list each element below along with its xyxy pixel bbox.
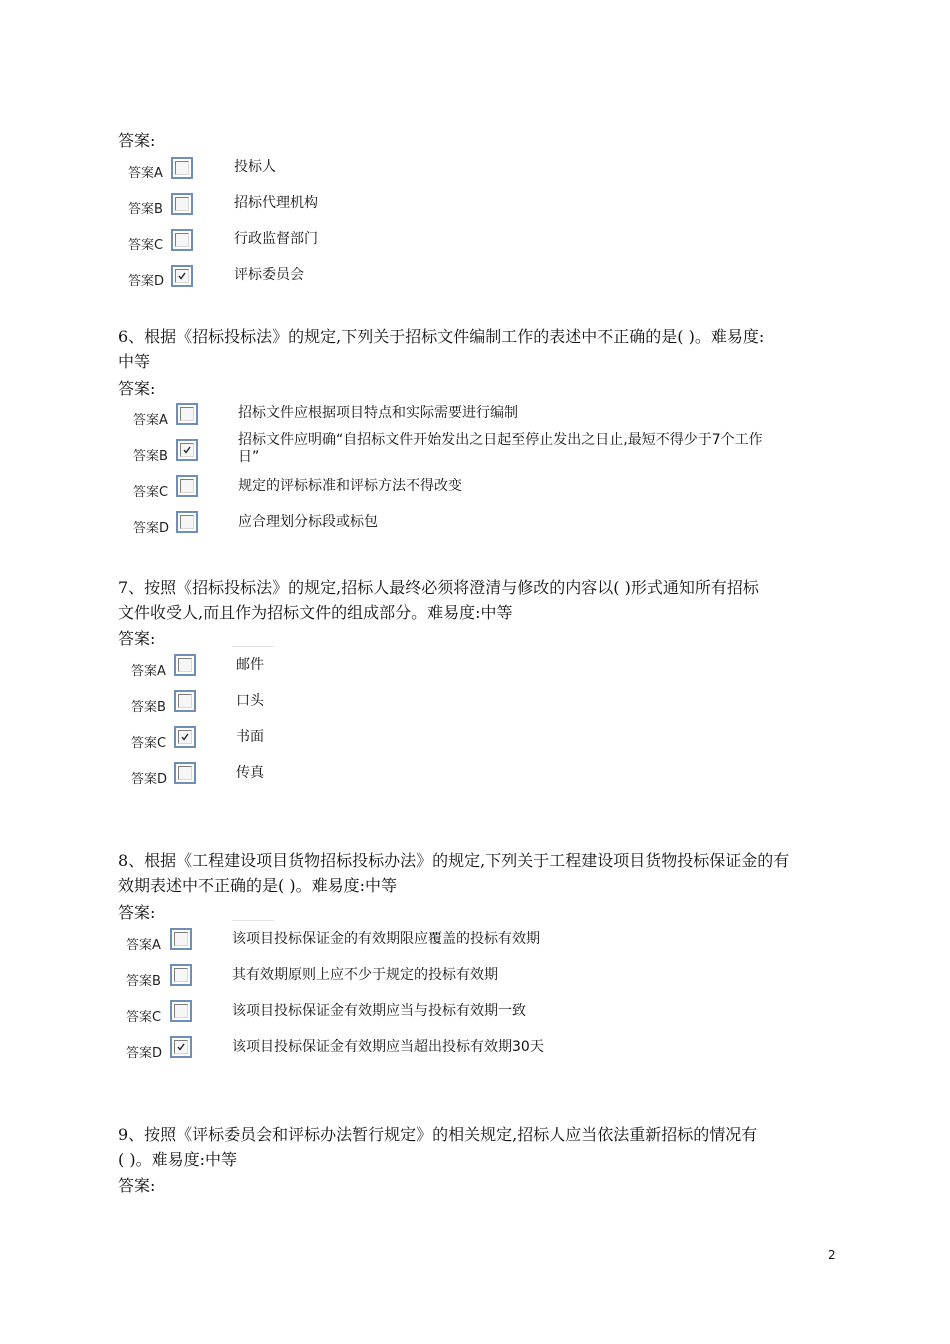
q6-question-line1: 6、根据《招标投标法》的规定,下列关于招标文件编制工作的表述中不正确的是( )。难易度: [118, 327, 765, 346]
option-label-a: 答案A [133, 413, 168, 428]
q7-option-a-text: 邮件 [236, 657, 264, 673]
q5-checkbox-d[interactable] [171, 265, 193, 287]
q8-question-line1: 8、根据《工程建设项目货物招标投标办法》的规定,下列关于工程建设项目货物投标保证金的有 [118, 851, 790, 870]
q7-checkbox-a[interactable] [174, 654, 196, 676]
q7-question-line2: 文件收受人,而且作为招标文件的组成部分。难易度:中等 [118, 603, 513, 622]
q8-option-c-text: 该项目投标保证金有效期应当与投标有效期一致 [232, 1003, 526, 1019]
q8-checkbox-b[interactable] [170, 964, 192, 986]
q9-question [118, 1122, 858, 1172]
option-label-d: 答案D [133, 521, 170, 536]
divider [232, 646, 274, 647]
answer-prefix-q9: 答案: [118, 1176, 156, 1195]
q6-option-b-text [238, 432, 798, 466]
q6-option-b-line1: 招标文件应明确“自招标文件开始发出之日起至停止发出之日止,最短不得少于7个工作 [238, 432, 763, 448]
option-label-c: 答案C [133, 485, 169, 500]
option-label-b: 答案B [133, 449, 168, 464]
option-label-c: 答案C [131, 736, 167, 751]
q8-checkbox-d[interactable] [170, 1036, 192, 1058]
q7-question [118, 575, 858, 625]
answer-prefix-q5: 答案: [118, 131, 156, 150]
q6-option-d-text: 应合理划分标段或标包 [238, 514, 378, 530]
q8-option-a-text: 该项目投标保证金的有效期限应覆盖的投标有效期 [232, 931, 540, 947]
q6-question-line2: 中等 [118, 352, 151, 371]
answer-prefix-q7: 答案: [118, 629, 156, 648]
q7-option-d-text: 传真 [236, 765, 264, 781]
option-label-d: 答案D [126, 1046, 163, 1061]
q5-checkbox-c[interactable] [171, 229, 193, 251]
checkmark-icon [183, 446, 191, 454]
q8-checkbox-a[interactable] [170, 928, 192, 950]
divider [232, 920, 274, 921]
q6-option-b-line2: 日” [238, 449, 260, 465]
q7-checkbox-b[interactable] [174, 690, 196, 712]
answer-prefix-q8: 答案: [118, 903, 156, 922]
q5-option-c-text: 行政监督部门 [234, 231, 318, 247]
option-label-b: 答案B [131, 700, 166, 715]
q8-option-b-text: 其有效期原则上应不少于规定的投标有效期 [232, 967, 498, 983]
option-label-c: 答案C [126, 1010, 162, 1025]
option-label-c: 答案C [128, 238, 164, 253]
option-label-a: 答案A [126, 938, 161, 953]
option-label-d: 答案D [131, 772, 168, 787]
q6-option-c-text: 规定的评标标准和评标方法不得改变 [238, 478, 462, 494]
q5-option-d-text: 评标委员会 [234, 267, 304, 283]
q6-checkbox-c[interactable] [176, 475, 198, 497]
q5-checkbox-b[interactable] [171, 193, 193, 215]
q7-checkbox-d[interactable] [174, 762, 196, 784]
checkmark-icon [181, 733, 189, 741]
option-label-b: 答案B [128, 202, 163, 217]
answer-prefix-q6: 答案: [118, 379, 156, 398]
q8-option-d-text: 该项目投标保证金有效期应当超出投标有效期30天 [232, 1039, 544, 1055]
q6-checkbox-b[interactable] [176, 439, 198, 461]
option-label-a: 答案A [131, 664, 166, 679]
q6-option-a-text: 招标文件应根据项目特点和实际需要进行编制 [238, 405, 518, 421]
q6-checkbox-d[interactable] [176, 511, 198, 533]
q7-option-c-text: 书面 [236, 729, 264, 745]
option-label-a: 答案A [128, 166, 163, 181]
option-label-d: 答案D [128, 274, 165, 289]
checkmark-icon [178, 272, 186, 280]
q6-question [118, 324, 858, 374]
q8-question-line2: 效期表述中不正确的是( )。难易度:中等 [118, 876, 397, 895]
q8-checkbox-c[interactable] [170, 1000, 192, 1022]
q7-option-b-text: 口头 [236, 693, 264, 709]
q9-question-line1: 9、按照《评标委员会和评标办法暂行规定》的相关规定,招标人应当依法重新招标的情况有 [118, 1125, 758, 1144]
q5-option-b-text: 招标代理机构 [234, 195, 318, 211]
q7-question-line1: 7、按照《招标投标法》的规定,招标人最终必须将澄清与修改的内容以( )形式通知所有招标 [118, 578, 759, 597]
q8-question [118, 848, 858, 898]
q7-checkbox-c[interactable] [174, 726, 196, 748]
q6-checkbox-a[interactable] [176, 403, 198, 425]
q5-checkbox-a[interactable] [171, 157, 193, 179]
q9-question-line2: ( )。难易度:中等 [118, 1150, 237, 1169]
page-number: 2 [828, 1248, 836, 1262]
q5-option-a-text: 投标人 [234, 159, 276, 175]
option-label-b: 答案B [126, 974, 161, 989]
checkmark-icon [177, 1043, 185, 1051]
